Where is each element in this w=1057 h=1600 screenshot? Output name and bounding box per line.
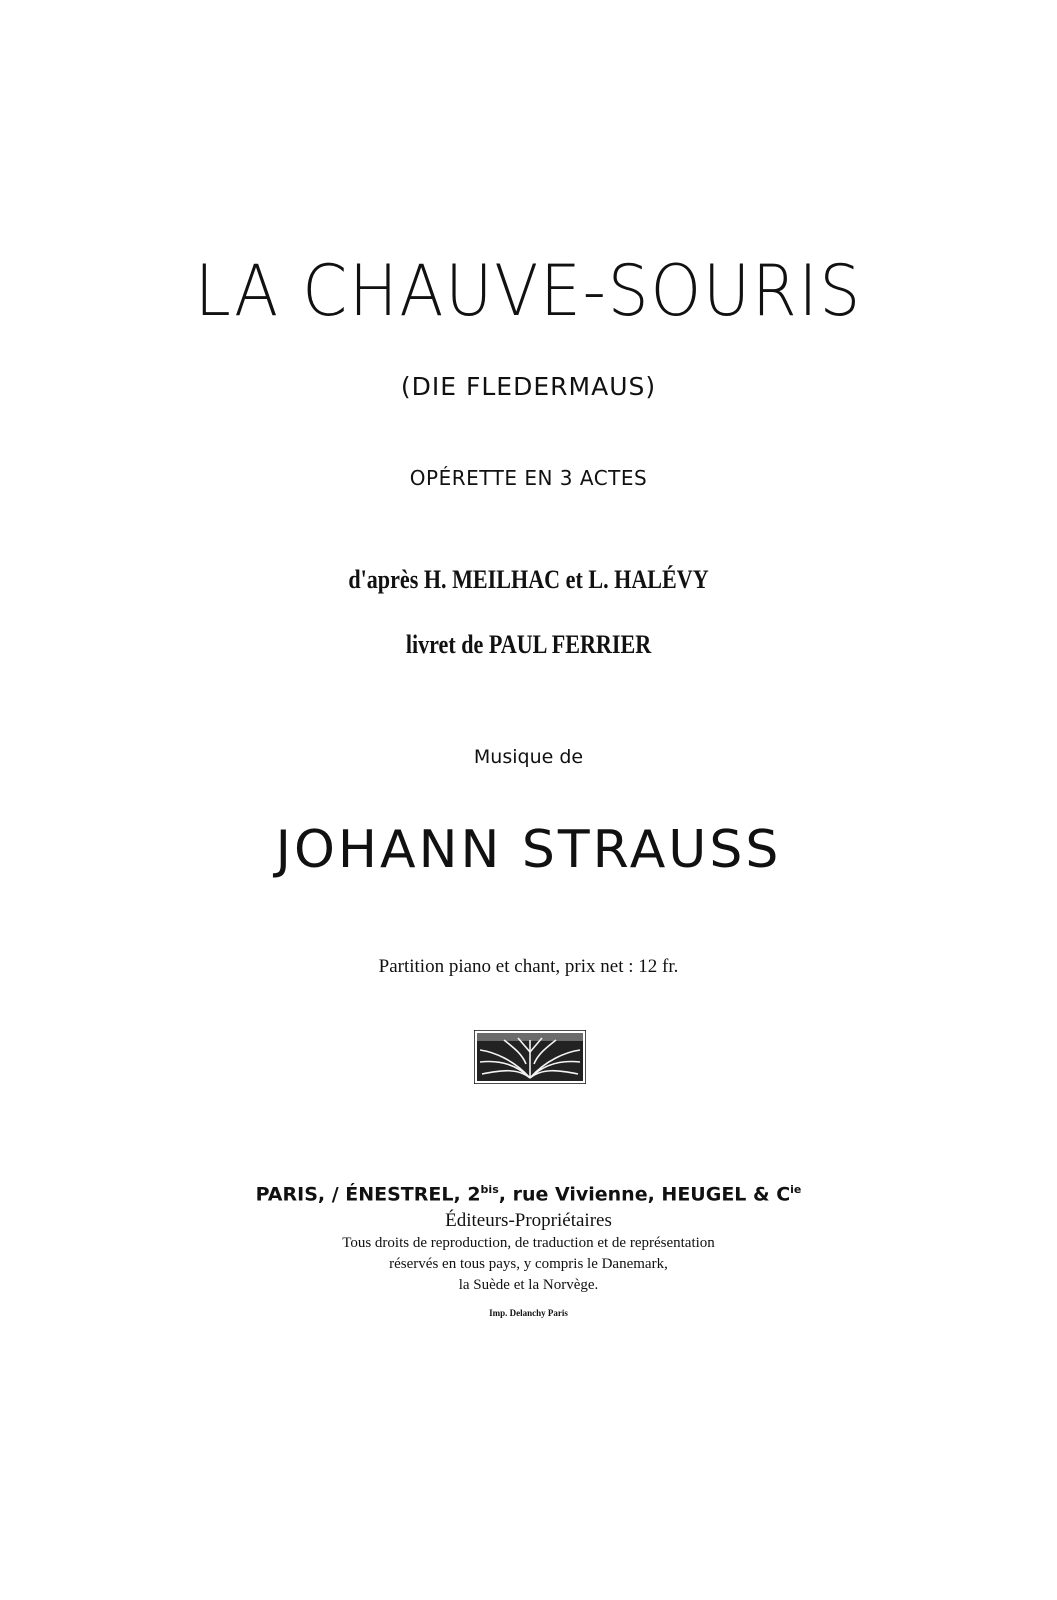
editors-line: Éditeurs-Propriétaires <box>445 1210 612 1231</box>
publisher-prefix: PARIS, / <box>255 1183 346 1206</box>
publisher-name: ÉNESTREL, 2 <box>345 1183 481 1206</box>
printer-credit: Imp. Delanchy Paris <box>489 1308 568 1318</box>
opera-subtitle: (DIE FLEDERMAUS) <box>400 372 657 401</box>
genre-line: OPÉRETTE EN 3 ACTES <box>409 466 648 490</box>
rights-line: la Suède et la Norvège. <box>458 1277 599 1293</box>
publisher-address: , rue Vivienne, HEUGEL & C <box>498 1183 791 1206</box>
music-by-label: Musique de <box>473 746 584 768</box>
edition-price-line: Partition piano et chant, prix net : 12 fr. <box>378 956 679 977</box>
rights-line: Tous droits de reproduction, de traduction et de représentation <box>342 1235 715 1251</box>
ornamental-vignette-icon <box>474 1030 586 1084</box>
publisher-number-suffix: bis <box>480 1183 499 1196</box>
publisher-line <box>0 1183 1057 1205</box>
publisher-company-suffix: ie <box>790 1183 802 1196</box>
librettist-line: livret de PAUL FERRIER <box>405 630 652 659</box>
composer-name: JOHANN STRAUSS <box>275 820 782 880</box>
source-authors-line: d'après H. MEILHAC et L. HALÉVY <box>348 565 709 594</box>
rights-line: réservés en tous pays, y compris le Danemark, <box>389 1256 668 1272</box>
opera-title: LA CHAUVE-SOURIS <box>194 250 863 332</box>
